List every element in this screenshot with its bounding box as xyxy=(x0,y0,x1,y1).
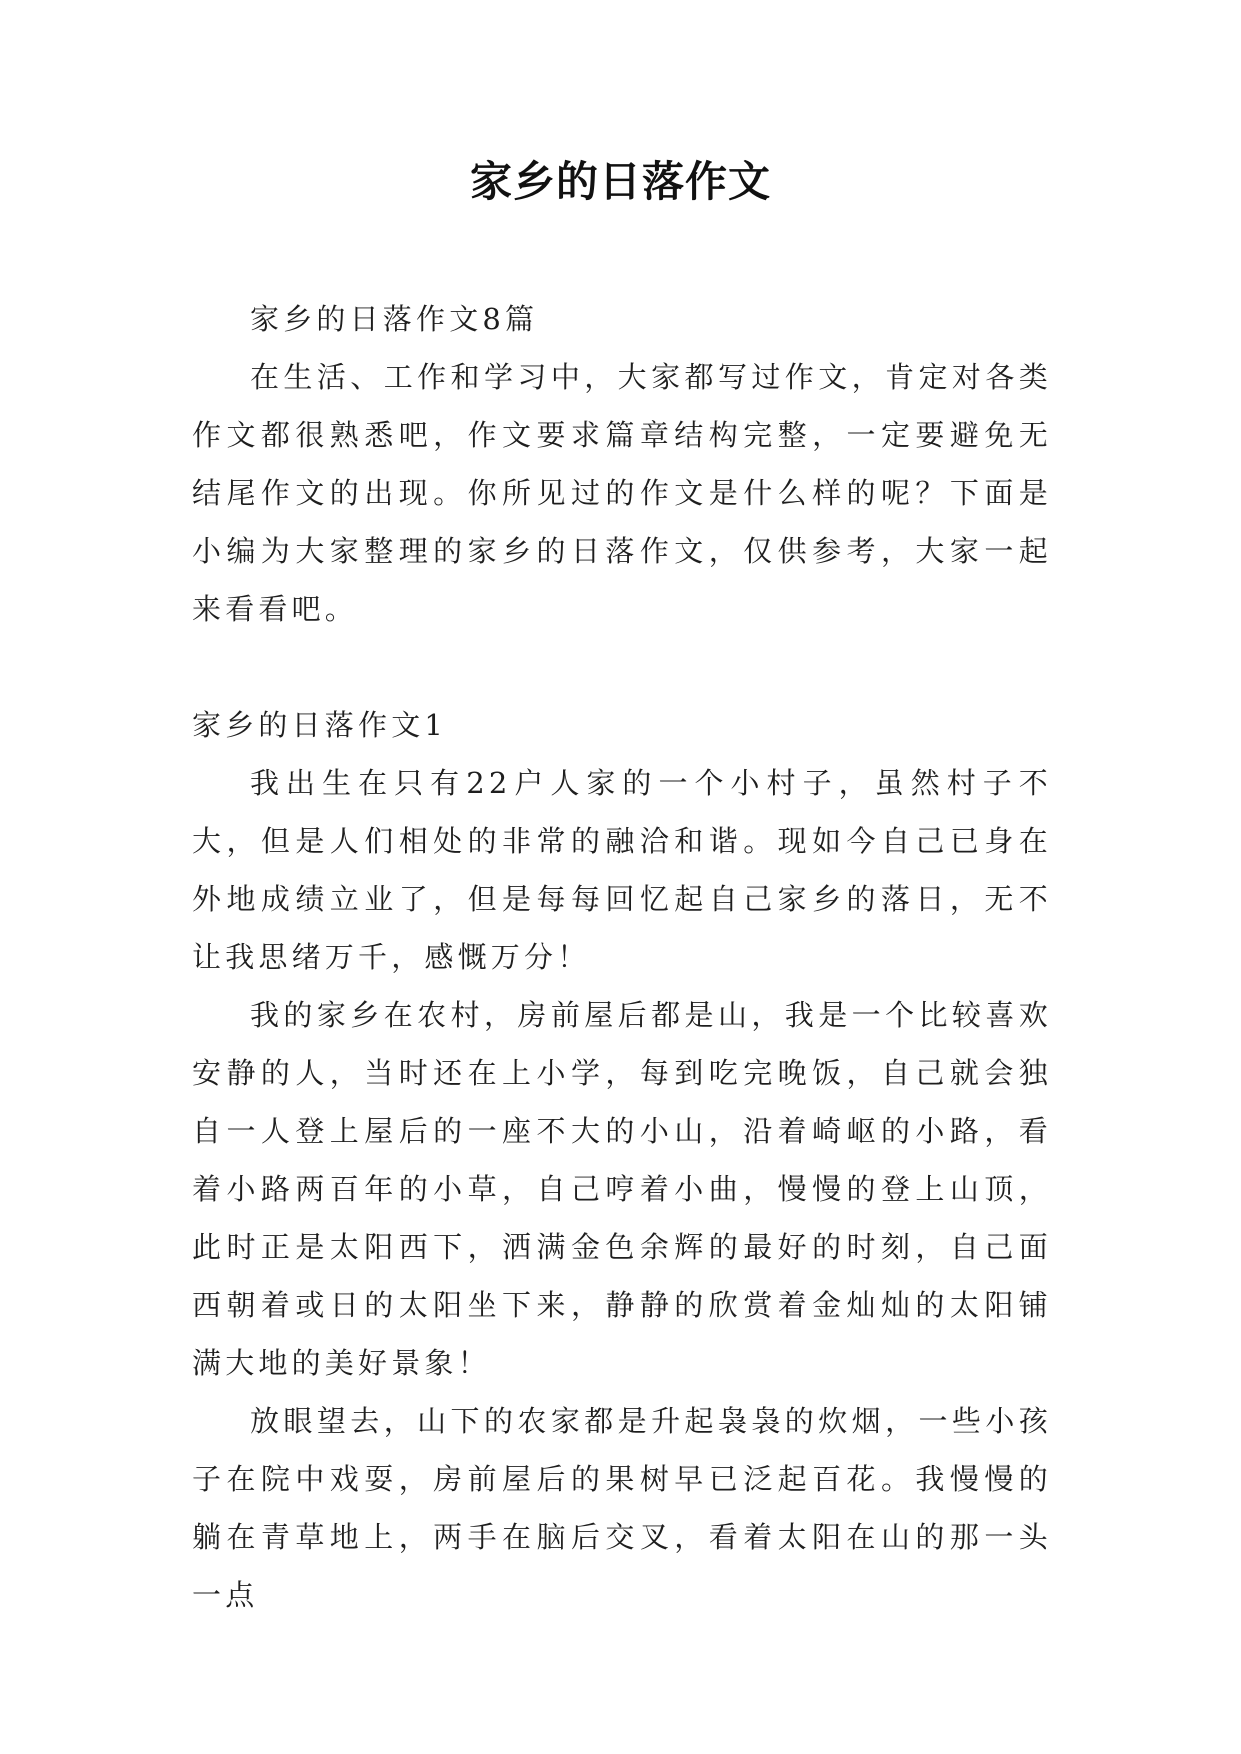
essay-paragraph: 我出生在只有22户人家的一个小村子，虽然村子不大，但是人们相处的非常的融洽和谐。现如今自己已身在外地成绩立业了，但是每每回忆起自己家乡的落日，无不让我思绪万千，感慨万分！ xyxy=(192,766,1052,974)
document-body xyxy=(192,290,1052,1624)
essay-heading: 家乡的日落作文1 xyxy=(192,708,448,742)
section-gap xyxy=(192,638,1052,696)
essay-paragraph: 放眼望去，山下的农家都是升起袅袅的炊烟，一些小孩子在院中戏耍，房前屋后的果树早已泛起百花。我慢慢的躺在青草地上，两手在脑后交叉，看着太阳在山的那一头一点 xyxy=(192,1404,1052,1612)
collection-heading: 家乡的日落作文8篇 xyxy=(250,302,539,336)
document-title: 家乡的日落作文 xyxy=(469,157,771,206)
essay-paragraph: 我的家乡在农村，房前屋后都是山，我是一个比较喜欢安静的人，当时还在上小学，每到吃完晚饭，自己就会独自一人登上屋后的一座不大的小山，沿着崎岖的小路，看着小路两百年的小草，自己哼着小曲，慢慢的登上山顶，此时正是太阳西下，洒满金色余辉的最好的时刻，自己面西朝着或日的太阳坐下来，静静的欣赏着金灿灿的太阳铺满大地的美好景象！ xyxy=(192,998,1052,1380)
intro-paragraph: 在生活、工作和学习中，大家都写过作文，肯定对各类作文都很熟悉吧，作文要求篇章结构完整，一定要避免无结尾作文的出现。你所见过的作文是什么样的呢？下面是小编为大家整理的家乡的日落作文，仅供参考，大家一起来看看吧。 xyxy=(192,360,1052,626)
